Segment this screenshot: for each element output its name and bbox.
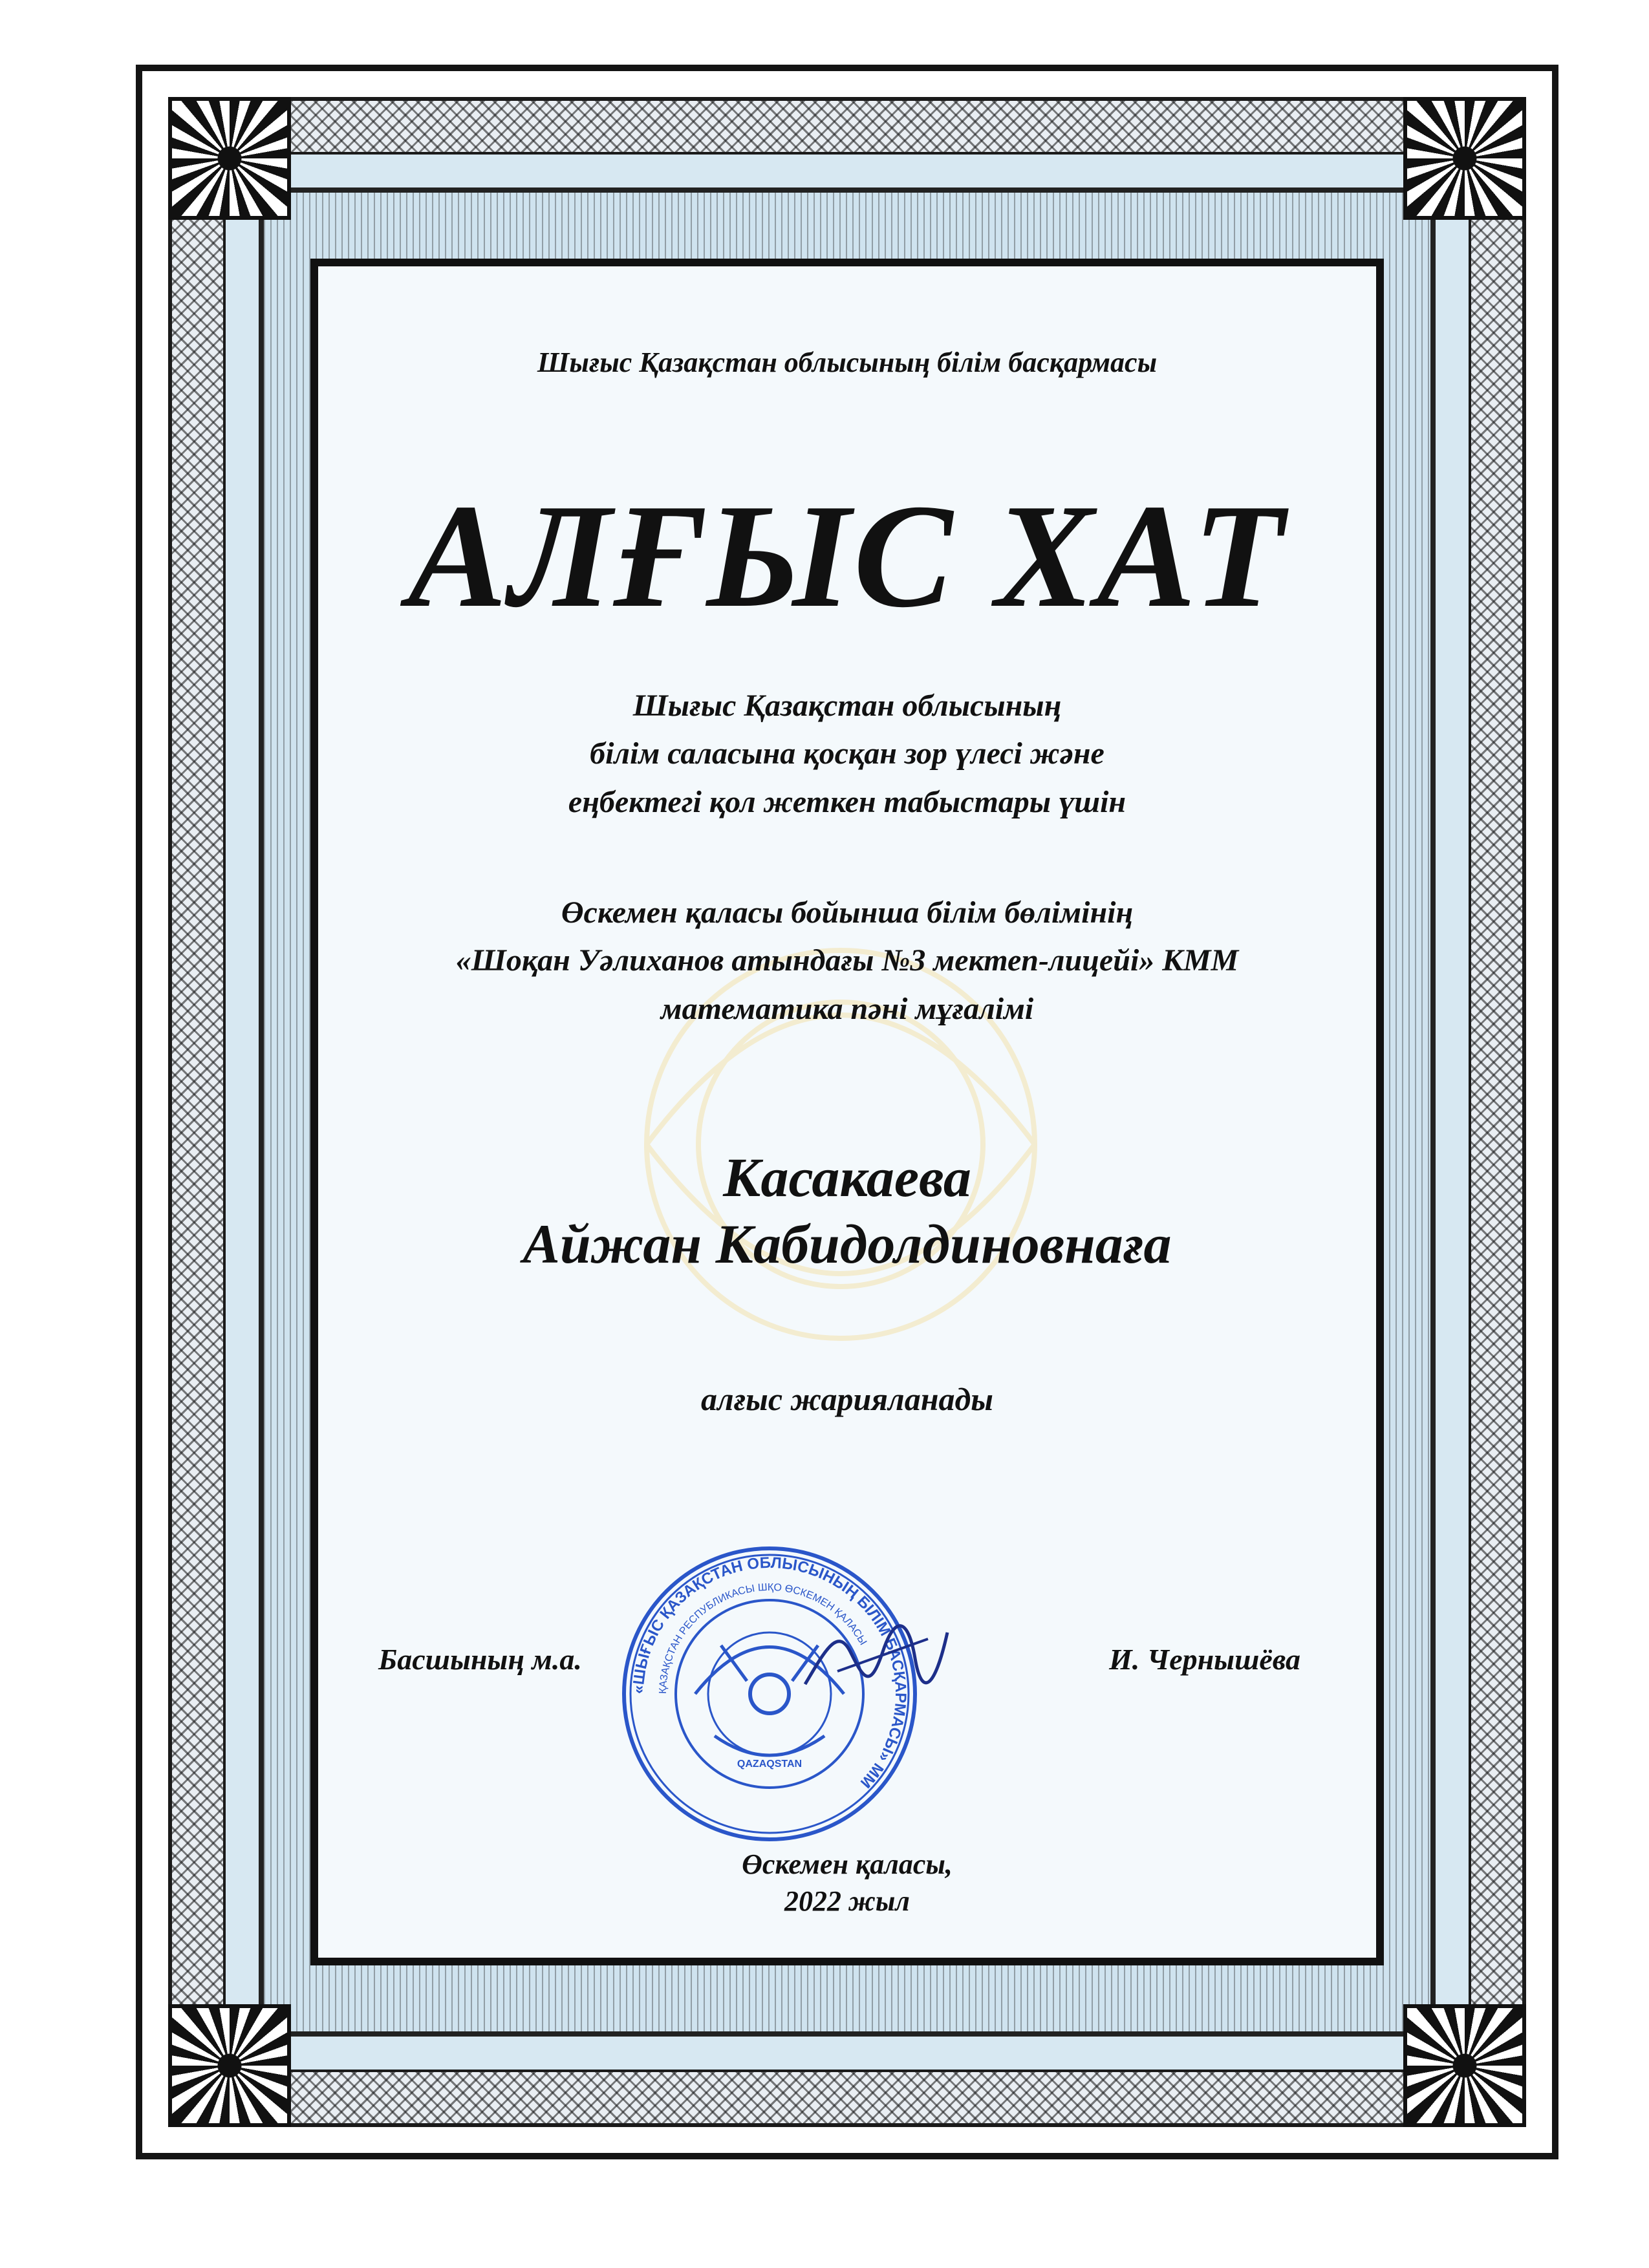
handwritten-signature: [799, 1613, 954, 1704]
recipient-name: [310, 1144, 1384, 1278]
announcement-text: алғыс жарияланады: [701, 1381, 993, 1417]
corner-rosette-bottom-right: [1403, 2004, 1526, 2127]
recipient-surname: Касакаева: [723, 1146, 971, 1208]
signatory-title: Басшының м.а.: [378, 1643, 582, 1676]
award-reason-line: еңбектегі қол жеткен табыстары үшін: [568, 784, 1126, 819]
issue-place: Өскемен қаласы,: [742, 1848, 953, 1880]
stamp-outer-text: «ШЫҒЫС ҚАЗАҚСТАН ОБЛЫСЫНЫҢ БІЛІМ БАСҚАРМАСЫ» ММ: [629, 1554, 910, 1792]
corner-rosette-top-right: [1403, 97, 1526, 220]
recipient-given-names: Айжан Кабидолдиновнаға: [523, 1213, 1172, 1276]
recipient-position: [310, 889, 1384, 1033]
recipient-position-line: математика пәні мұғалімі: [660, 991, 1034, 1026]
certificate-title: АЛҒЫС ХАТ: [407, 473, 1287, 638]
stamp-emblem-label: QAZAQSTAN: [737, 1759, 803, 1770]
signatory-name: И. Чернышёва: [1109, 1643, 1301, 1676]
award-reason-line: Шығыс Қазақстан облысының: [632, 689, 1062, 723]
recipient-position-line: Өскемен қаласы бойынша білім бөлімінің: [561, 895, 1134, 930]
issue-year: 2022 жыл: [784, 1885, 910, 1918]
issuer-name: Шығыс Қазақстан облысының білім басқармасы: [537, 347, 1158, 378]
recipient-position-line: «Шоқан Уәлиханов атындағы №3 мектеп-лицейі» КММ: [455, 943, 1239, 978]
award-reason-line: білім саласына қосқан зор үлесі және: [590, 736, 1105, 771]
award-reason: [310, 682, 1384, 826]
place-and-year: [310, 1846, 1384, 1920]
corner-rosette-bottom-left: [168, 2004, 291, 2127]
corner-rosette-top-left: [168, 97, 291, 220]
stamp-inner-text: ҚАЗАҚСТАН РЕСПУБЛИКАСЫ ШҚО ӨСКЕМЕН ҚАЛАСЫ: [657, 1581, 869, 1695]
